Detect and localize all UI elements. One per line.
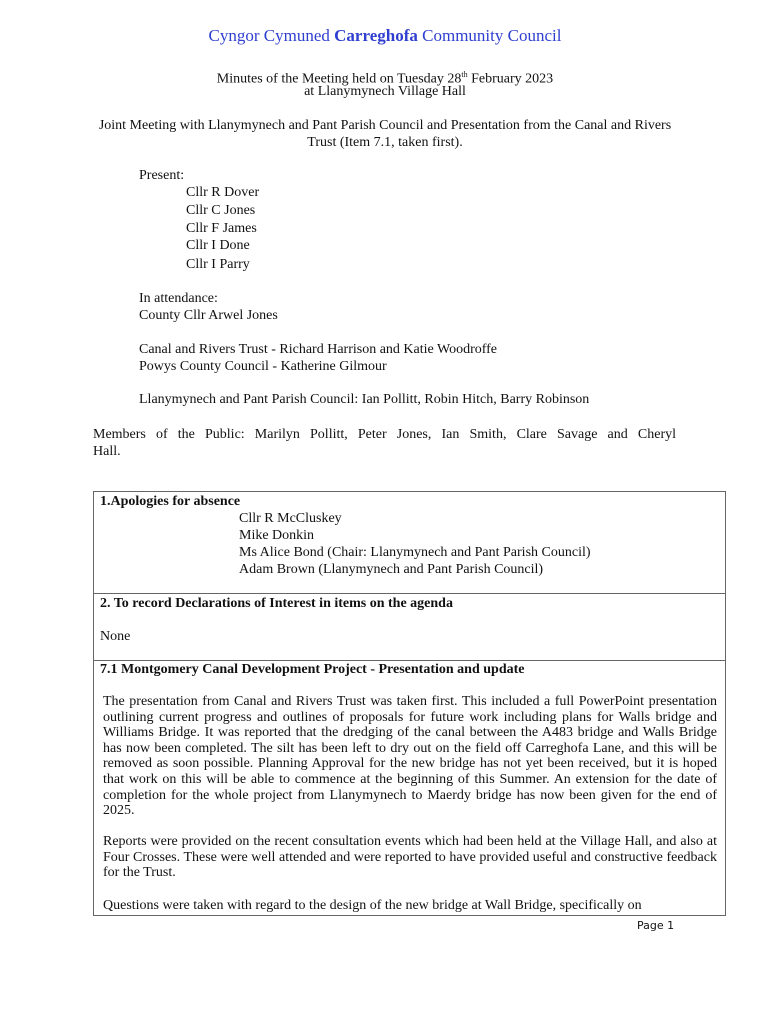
item-7-1-section — [93, 660, 726, 916]
apologies-section — [93, 491, 726, 594]
present-name: Cllr I Done — [186, 238, 250, 253]
apology-name: Ms Alice Bond (Chair: Llanymynech and Pant Parish Council) — [239, 545, 591, 560]
declarations-body: None — [100, 629, 131, 644]
attendance-label: In attendance: — [139, 291, 218, 306]
item-7-1-paragraph: The presentation from Canal and Rivers Trust was taken first. This included a full PowerPoint presentation outlining current progress and outlines of proposals for future work including plans for Walls bridge and Williams Bridge. It was reported that the dredging of the canal between the A483 bridge and Walls Bridge has now been completed. The silt has been left to dry out on the field off Carreghofa Lane, and this will be removed as soon possible. Planning Approval for the new bridge has not yet been received, but it is hoped that work on this will be able to commence at the beginning of this Summer. An extension for the date of completion for the whole project from Llanymynech to Maerdy bridge has now been given for the end of 2025. — [103, 694, 717, 819]
members-line: Members of the Public: Marilyn Pollitt, Peter Jones, Ian Smith, Clare Savage and Cheryl — [93, 427, 676, 442]
declarations-heading: 2. To record Declarations of Interest in items on the agenda — [100, 596, 453, 611]
attendance-county: County Cllr Arwel Jones — [139, 308, 278, 323]
item-7-1-heading: 7.1 Montgomery Canal Development Project - Presentation and update — [100, 662, 525, 677]
apology-name: Mike Donkin — [239, 528, 315, 543]
joint-meeting-note: Joint Meeting with Llanymynech and Pant Parish Council and Presentation from the Canal and Rivers Trust (Item 7.1, taken first). — [98, 118, 672, 150]
apologies-heading: 1.Apologies for absence — [100, 494, 241, 509]
meeting-date: Minutes of the Meeting held on Tuesday 28th February 2023 — [216, 70, 554, 87]
apology-name: Cllr R McCluskey — [239, 511, 342, 526]
present-name: Cllr C Jones — [186, 203, 256, 218]
attendance-powys: Powys County Council - Katherine Gilmour — [139, 359, 387, 374]
item-7-1-paragraph: Reports were provided on the recent consultation events which had been held at the Village Hall, and also at Four Crosses. These were well attended and were reported to have provided useful and constructive feedback for the Trust. — [103, 834, 717, 881]
council-title: Cyngor Cymuned Carreghofa Community Council — [208, 26, 562, 45]
page-number: Page 1 — [637, 919, 675, 932]
present-name: Cllr I Parry — [186, 257, 250, 272]
members-of-public — [93, 426, 676, 460]
apology-name: Adam Brown (Llanymynech and Pant Parish Council) — [239, 562, 544, 577]
attendance-parish: Llanymynech and Pant Parish Council: Ian Pollitt, Robin Hitch, Barry Robinson — [139, 392, 590, 407]
members-line: Hall. — [93, 444, 121, 459]
declarations-section — [93, 593, 726, 661]
meeting-venue: at Llanymynech Village Hall — [304, 84, 466, 99]
present-label: Present: — [139, 168, 185, 183]
present-name: Cllr F James — [186, 221, 257, 236]
present-name: Cllr R Dover — [186, 185, 260, 200]
item-7-1-paragraph: Questions were taken with regard to the design of the new bridge at Wall Bridge, specifically on — [103, 898, 642, 913]
attendance-crt: Canal and Rivers Trust - Richard Harrison and Katie Woodroffe — [139, 342, 498, 357]
